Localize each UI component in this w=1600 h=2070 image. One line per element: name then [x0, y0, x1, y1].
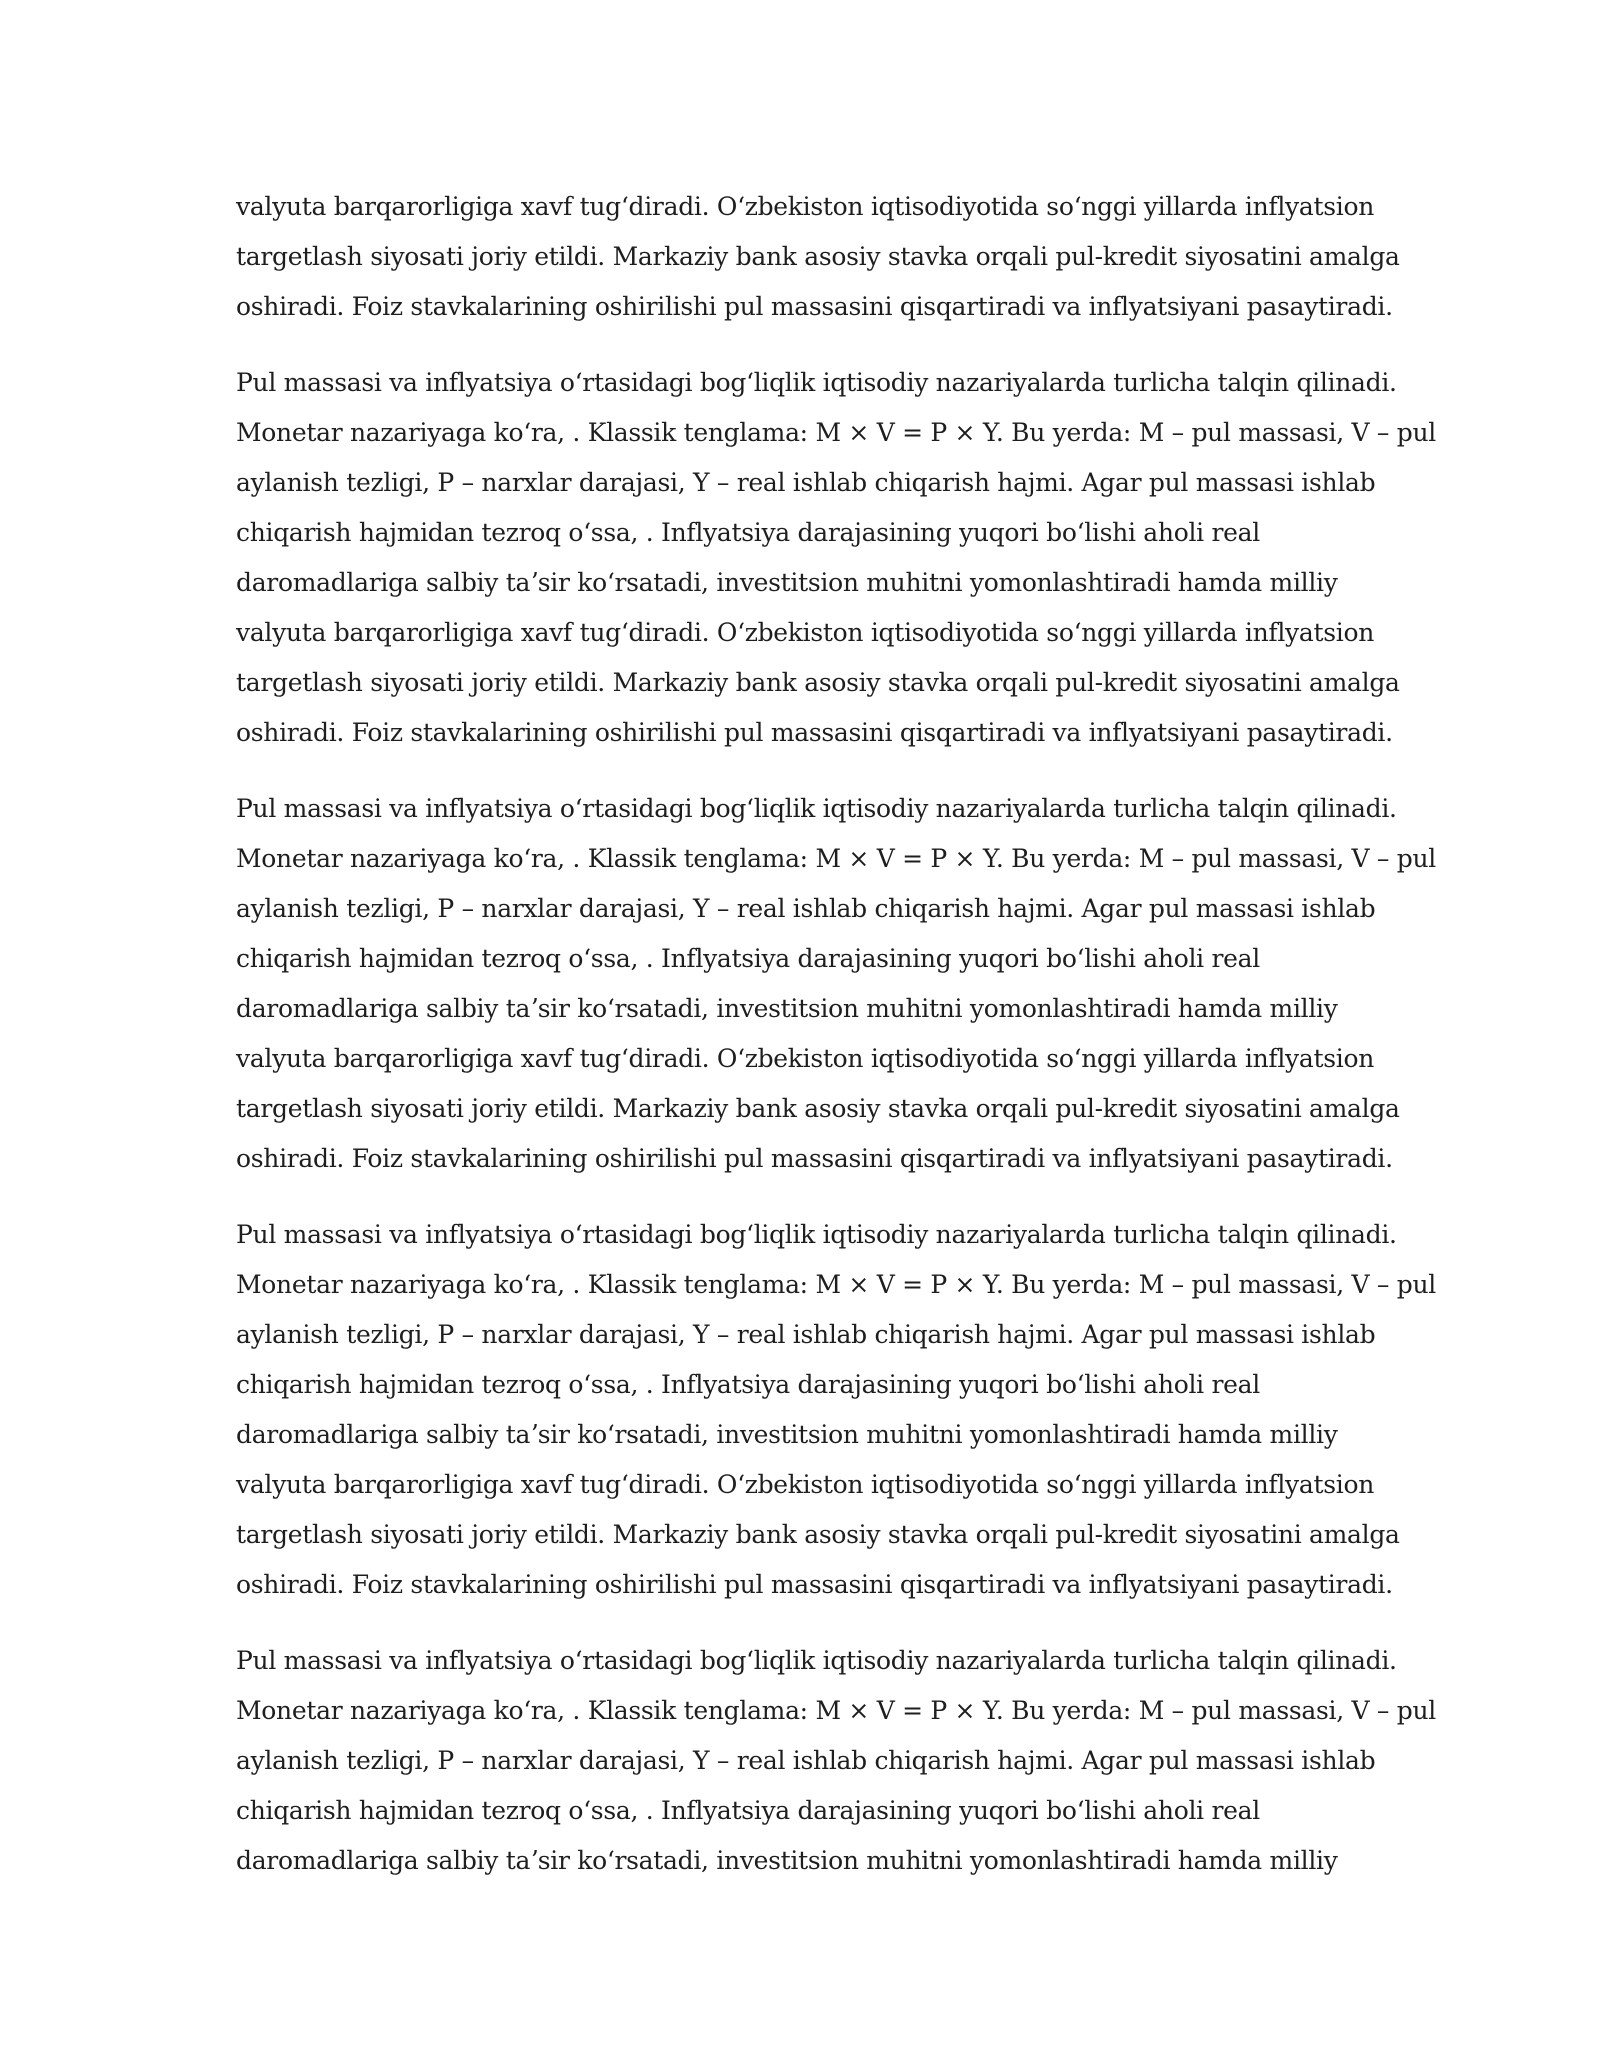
paragraph	[236, 182, 1400, 332]
text-line: aylanish tezligi, P – narxlar darajasi, Y – real ishlab chiqarish hajmi. Agar pul massasi ishlab	[236, 1320, 1376, 1349]
text-line: chiqarish hajmidan tezroq oʻssa, . Inflyatsiya darajasining yuqori boʻlishi aholi real	[236, 944, 1260, 973]
text-line: daromadlariga salbiy taʼsir koʻrsatadi, investitsion muhitni yomonlashtiradi hamda milliy	[236, 1420, 1338, 1449]
text-line: targetlash siyosati joriy etildi. Markaziy bank asosiy stavka orqali pul-kredit siyosatini amalga	[236, 1520, 1400, 1549]
text-line: targetlash siyosati joriy etildi. Markaziy bank asosiy stavka orqali pul-kredit siyosatini amalga	[236, 668, 1400, 697]
text-line: oshiradi. Foiz stavkalarining oshirilishi pul massasini qisqartiradi va inflyatsiyani pasaytiradi.	[236, 718, 1393, 747]
paragraph	[236, 784, 1436, 1184]
text-line: Monetar nazariyaga koʻra, . Klassik tenglama: M × V = P × Y. Bu yerda: M – pul massasi, V – pul	[236, 418, 1436, 447]
text-line: Monetar nazariyaga koʻra, . Klassik tenglama: M × V = P × Y. Bu yerda: M – pul massasi, V – pul	[236, 1270, 1436, 1299]
text-line: daromadlariga salbiy taʼsir koʻrsatadi, investitsion muhitni yomonlashtiradi hamda milliy	[236, 1846, 1338, 1875]
text-line: chiqarish hajmidan tezroq oʻssa, . Inflyatsiya darajasining yuqori boʻlishi aholi real	[236, 518, 1260, 547]
text-line: Monetar nazariyaga koʻra, . Klassik tenglama: M × V = P × Y. Bu yerda: M – pul massasi, V – pul	[236, 1696, 1436, 1725]
text-line: Pul massasi va inflyatsiya oʻrtasidagi bogʻliqlik iqtisodiy nazariyalarda turlicha talqin qilinadi.	[236, 1646, 1397, 1675]
text-line: oshiradi. Foiz stavkalarining oshirilishi pul massasini qisqartiradi va inflyatsiyani pasaytiradi.	[236, 292, 1393, 321]
text-line: Monetar nazariyaga koʻra, . Klassik tenglama: M × V = P × Y. Bu yerda: M – pul massasi, V – pul	[236, 844, 1436, 873]
paragraph	[236, 1636, 1436, 1886]
text-line: Pul massasi va inflyatsiya oʻrtasidagi bogʻliqlik iqtisodiy nazariyalarda turlicha talqin qilinadi.	[236, 368, 1397, 397]
text-line: Pul massasi va inflyatsiya oʻrtasidagi bogʻliqlik iqtisodiy nazariyalarda turlicha talqin qilinadi.	[236, 1220, 1397, 1249]
text-line: valyuta barqarorligiga xavf tugʻdiradi. Oʻzbekiston iqtisodiyotida soʻnggi yillarda inflyatsion	[236, 1044, 1375, 1073]
text-line: chiqarish hajmidan tezroq oʻssa, . Inflyatsiya darajasining yuqori boʻlishi aholi real	[236, 1796, 1260, 1825]
text-line: valyuta barqarorligiga xavf tugʻdiradi. Oʻzbekiston iqtisodiyotida soʻnggi yillarda inflyatsion	[236, 1470, 1375, 1499]
text-line: aylanish tezligi, P – narxlar darajasi, Y – real ishlab chiqarish hajmi. Agar pul massasi ishlab	[236, 1746, 1376, 1775]
text-line: valyuta barqarorligiga xavf tugʻdiradi. Oʻzbekiston iqtisodiyotida soʻnggi yillarda inflyatsion	[236, 192, 1375, 221]
paragraph	[236, 358, 1436, 758]
text-line: chiqarish hajmidan tezroq oʻssa, . Inflyatsiya darajasining yuqori boʻlishi aholi real	[236, 1370, 1260, 1399]
paragraph	[236, 1210, 1436, 1610]
text-line: Pul massasi va inflyatsiya oʻrtasidagi bogʻliqlik iqtisodiy nazariyalarda turlicha talqin qilinadi.	[236, 794, 1397, 823]
text-line: daromadlariga salbiy taʼsir koʻrsatadi, investitsion muhitni yomonlashtiradi hamda milliy	[236, 568, 1338, 597]
text-line: valyuta barqarorligiga xavf tugʻdiradi. Oʻzbekiston iqtisodiyotida soʻnggi yillarda inflyatsion	[236, 618, 1375, 647]
text-line: targetlash siyosati joriy etildi. Markaziy bank asosiy stavka orqali pul-kredit siyosatini amalga	[236, 242, 1400, 271]
text-line: targetlash siyosati joriy etildi. Markaziy bank asosiy stavka orqali pul-kredit siyosatini amalga	[236, 1094, 1400, 1123]
document-body	[236, 182, 1436, 1912]
text-line: oshiradi. Foiz stavkalarining oshirilishi pul massasini qisqartiradi va inflyatsiyani pasaytiradi.	[236, 1570, 1393, 1599]
text-line: aylanish tezligi, P – narxlar darajasi, Y – real ishlab chiqarish hajmi. Agar pul massasi ishlab	[236, 468, 1376, 497]
text-line: aylanish tezligi, P – narxlar darajasi, Y – real ishlab chiqarish hajmi. Agar pul massasi ishlab	[236, 894, 1376, 923]
text-line: daromadlariga salbiy taʼsir koʻrsatadi, investitsion muhitni yomonlashtiradi hamda milliy	[236, 994, 1338, 1023]
text-line: oshiradi. Foiz stavkalarining oshirilishi pul massasini qisqartiradi va inflyatsiyani pasaytiradi.	[236, 1144, 1393, 1173]
